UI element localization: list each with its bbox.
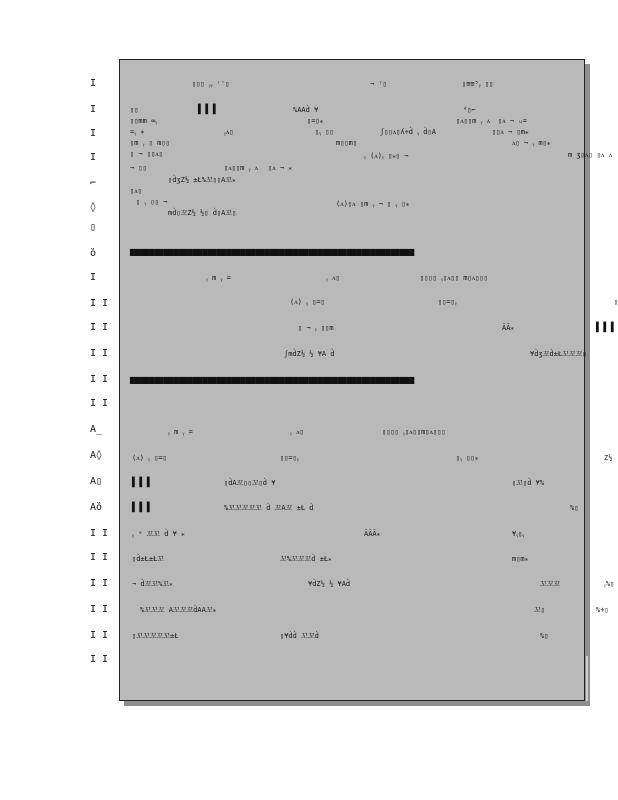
text-line: ᵧ ᴧ▯ bbox=[326, 274, 340, 282]
text-line: ÃÃ⁎ bbox=[502, 324, 514, 332]
text-line: ▯ᴧ ¬ ᵤ= bbox=[498, 117, 527, 125]
document-sheet bbox=[119, 59, 618, 701]
text-line: ▯m ᵧ ▯ m▯▯ bbox=[130, 139, 170, 147]
bold-marker: ▌▌▌ bbox=[198, 105, 221, 115]
text-line: ▯¥d̀d̀ 꼬꼬d̀ bbox=[280, 632, 319, 640]
gutter-mark: I I bbox=[90, 348, 109, 359]
text-line: ¬ ▯▯ bbox=[130, 164, 147, 172]
text-line: ᵧ%▯ bbox=[604, 580, 615, 588]
text-line: ▯▯ᴧ ¬ ▯m⁎ bbox=[492, 128, 529, 136]
text-line: %꼬꼬꼬 A꼬꼬꼬d̀AA꼬⁎ bbox=[140, 606, 217, 614]
text-line: ÃÃÃ⁎ bbox=[364, 530, 381, 538]
text-line: ▯ᴧ ¬ ⁎ bbox=[268, 164, 292, 172]
text-line: ▯ᵧ ▯▯ bbox=[315, 128, 334, 136]
text-line: %▯ bbox=[540, 632, 549, 640]
text-line: ¥d̀Z½ ½ ¥Ad̀ bbox=[308, 580, 351, 588]
gutter-mark: ȍ bbox=[90, 248, 97, 259]
text-line: ▯ᵧ ▯▯⁎ bbox=[456, 454, 479, 462]
text-line: ▯▯▯▯ ᵧ▯ᴧ▯▯ m▯ᴧ▯▯▯ bbox=[420, 274, 488, 282]
text-line: ᵧᴧ▯ bbox=[224, 128, 234, 136]
gutter-mark: ⌐ bbox=[90, 178, 97, 189]
text-line: ▯▯=▯ᵧ bbox=[438, 298, 457, 306]
text-line: md̀▯꼬Z½ ½▯ d̀▯A꼬▯ bbox=[168, 209, 237, 217]
text-line: ᵧ ᵃ 꼬꼬 d̀ ¥ ⁎ bbox=[132, 530, 185, 538]
text-line: 꼬꼬꼬 bbox=[540, 580, 561, 588]
text-line: ᵈ▯⌐ bbox=[463, 106, 476, 114]
text-line: ▯ ¬ ᵧ ▯▯m bbox=[298, 324, 334, 332]
text-line: ▯ᴧ▯▯m ᵧ ᴧ bbox=[224, 164, 259, 172]
bold-marker: ▌▌▌ bbox=[596, 323, 618, 333]
header-cell: ▯▯▯ ᵧᵧ ʳᵔ▯ bbox=[192, 80, 230, 88]
text-line: ▯ bbox=[614, 298, 618, 306]
text-line: ▯ᴧ▯ bbox=[130, 187, 142, 195]
text-line: ▯ ¬ ▯▯ᴧ▯ bbox=[130, 150, 164, 158]
text-line: m▯m⁎ bbox=[512, 555, 529, 563]
text-line: ▯d̀±Ł±Ł꼬 bbox=[132, 555, 165, 563]
gutter-mark: I I bbox=[90, 654, 109, 665]
gutter-mark: I bbox=[90, 104, 97, 115]
text-line: ▯=▯⁎ bbox=[307, 117, 324, 125]
gutter-mark: I I bbox=[90, 604, 109, 615]
text-line: ▯d̀A꼬▯▯꼬▯d̀ ¥ bbox=[224, 479, 276, 487]
separator-rule: ▆▆▆▆▆▆▆▆▆▆▆▆▆▆▆▆▆▆▆▆▆▆▆▆▆▆▆▆▆▆▆▆▆▆▆▆▆▆▆▆▆▆▆▆▆▆▆▆▆▆▆▆▆▆▆▆▆▆▆ bbox=[130, 375, 415, 384]
text-line: ʃ▯▯ᴧ▯ʎ÷d̀ ᵧ d̀▯A bbox=[380, 128, 436, 136]
text-line: m▯▯m▯ bbox=[336, 139, 358, 147]
gutter-mark: ▯ bbox=[90, 222, 97, 233]
text-line: (ᴧ) ᵧ ▯=▯ bbox=[132, 454, 167, 462]
text-line: (ᴧ)▯ᴧ ▯m ᵧ ¬ ▯ ᵧ ▯⁎ bbox=[336, 200, 410, 208]
text-line: =ᵧ ∗ bbox=[130, 128, 145, 136]
text-line: ▯ᴧ▯▯m ᵧ ᴧ bbox=[456, 117, 491, 125]
text-line: ᵧ m ᵧ = bbox=[168, 428, 193, 436]
text-line: ▯꼬꼬꼬꼬꼬±Ł bbox=[132, 632, 179, 640]
gutter-mark: I bbox=[90, 272, 97, 283]
text-line: ▯꼬▯d̀ ¥% bbox=[512, 479, 545, 487]
text-line: ¥d̀ʒ꼬d̀±Ł꼬꼬꼬▯ bbox=[530, 350, 587, 358]
line-number-gutter bbox=[90, 0, 112, 800]
gutter-mark: I I bbox=[90, 398, 109, 409]
gutter-mark: I bbox=[90, 128, 97, 139]
text-line: %AAd̀ ¥ bbox=[293, 106, 319, 114]
gutter-mark: I I bbox=[90, 298, 109, 309]
gutter-mark: A◊ bbox=[90, 450, 103, 461]
bold-marker: ▌▌▌ bbox=[132, 478, 155, 488]
text-line: ᵧ m ᵧ = bbox=[206, 274, 231, 282]
gutter-mark: I bbox=[90, 78, 97, 89]
text-line: ▯▯mm ∞ᵧ bbox=[130, 117, 158, 125]
text-line: %꼬꼬꼬꼬꼬 d̀ 꼬A꼬 ±Ł d̀ bbox=[224, 504, 314, 512]
text-line: ▯▯=▯ᵧ bbox=[280, 454, 299, 462]
gutter-mark: I bbox=[90, 152, 97, 163]
gutter-mark: I I bbox=[90, 578, 109, 589]
gutter-mark: I I bbox=[90, 552, 109, 563]
text-line: m ʒ▯ᴧ▯ ▯ᴧ ᴧ bbox=[568, 151, 613, 159]
text-line: ʃmd̀Z½ ½ ¥A d̀ bbox=[284, 350, 335, 358]
text-line: ¥ᵧ▯ᵧ bbox=[512, 530, 525, 538]
scroll-edge bbox=[586, 656, 588, 701]
text-line: (ᴧ) ᵧ ▯=▯ bbox=[290, 298, 325, 306]
text-line: ▯ ᵧ ▯▯ ¬ bbox=[136, 198, 168, 206]
gutter-mark: I I bbox=[90, 630, 109, 641]
text-line: 꼬▯ bbox=[534, 606, 545, 614]
gutter-mark: Aȍ bbox=[90, 502, 103, 513]
text-line: 꼬%꼬꼬꼬d̀ ±Ł⁎ bbox=[280, 555, 332, 563]
text-line: ▯▯▯▯ ᵧ▯ᴧ▯▯m▯ᴧ▯▯▯ bbox=[382, 428, 446, 436]
gutter-mark: I I bbox=[90, 528, 109, 539]
text-line: ᵧ (ᴧ)ᵧ ▯⁎▯ ¬ bbox=[364, 152, 409, 160]
gutter-mark: I I bbox=[90, 322, 109, 333]
text-line: %+▯ bbox=[596, 606, 609, 614]
text-line: ¬ d̀꼬꼬%꼬⁎ bbox=[132, 580, 173, 588]
text-line: %▯ bbox=[570, 504, 579, 512]
gutter-mark: A▯ bbox=[90, 476, 103, 487]
header-cell: ▯≡≡⁵ᵧ ▯▯ bbox=[462, 80, 494, 88]
gutter-mark: A_ bbox=[90, 424, 103, 435]
text-line: ᵧ ᴧ▯ bbox=[290, 428, 304, 436]
separator-rule: ▆▆▆▆▆▆▆▆▆▆▆▆▆▆▆▆▆▆▆▆▆▆▆▆▆▆▆▆▆▆▆▆▆▆▆▆▆▆▆▆▆▆▆▆▆▆▆▆▆▆▆▆▆▆▆▆▆▆▆ bbox=[130, 247, 415, 256]
bold-marker: ▌▌▌ bbox=[132, 503, 155, 513]
text-line: ᴧ▯ ¬ ᵧ m▯⁎ bbox=[512, 139, 551, 147]
gutter-mark: I I bbox=[90, 374, 109, 385]
text-line: ▯▯ bbox=[130, 106, 139, 114]
header-cell: ¬ ᵎ▯ bbox=[370, 80, 387, 88]
gutter-mark: ◊ bbox=[90, 202, 97, 213]
text-line: Z½ bbox=[604, 454, 613, 462]
text-line: ▯d̀ʒZ½ ±Ł%꼬▯▯A꼬⁎ bbox=[168, 176, 236, 184]
